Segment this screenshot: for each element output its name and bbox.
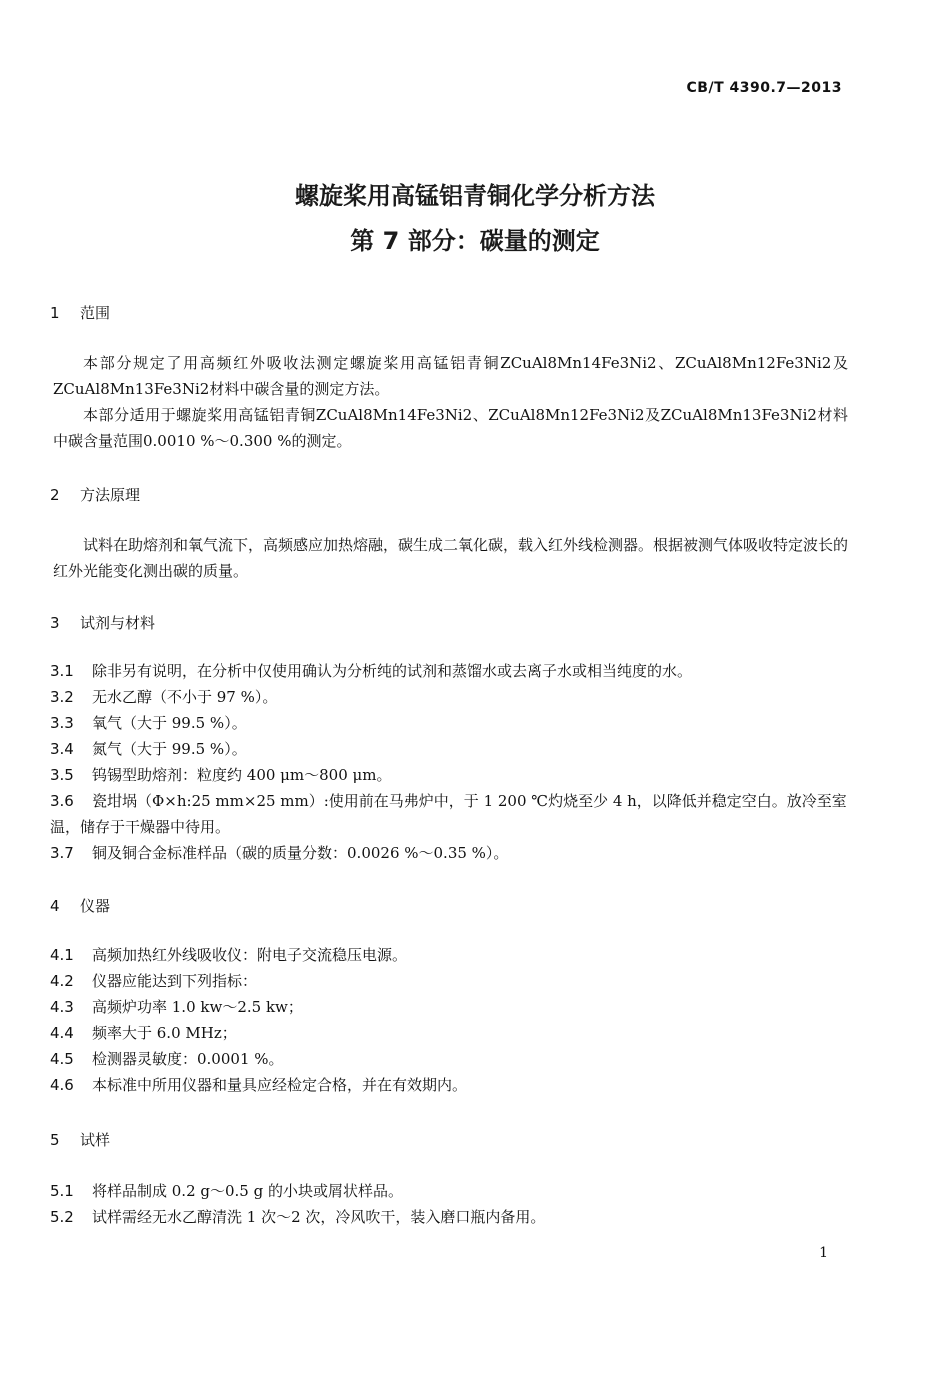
sample-item: 5.1 将样品制成 0.2 g～0.5 g 的小块或屑状样品。 <box>50 1182 403 1200</box>
instrument-item: 4.3 高频炉功率 1.0 kw～2.5 kw； <box>50 998 303 1016</box>
section-title: 仪器 <box>80 897 111 915</box>
instrument-item: 4.5 检测器灵敏度：0.0001 %。 <box>50 1050 284 1068</box>
reagent-item: 3.4 氮气（大于 99.5 %）。 <box>50 740 247 758</box>
section-title: 试剂与材料 <box>80 614 156 632</box>
section-heading-instruments <box>50 895 110 916</box>
standard-code: CB/T 4390.7—2013 <box>686 80 842 96</box>
instrument-item: 4.2 仪器应能达到下列指标： <box>50 972 258 990</box>
section-number: 3 <box>50 614 60 632</box>
section-number: 5 <box>50 1131 60 1149</box>
instrument-item: 4.1 高频加热红外线吸收仪：附电子交流稳压电源。 <box>50 946 408 964</box>
section-heading-scope <box>50 302 110 323</box>
reagent-item: 3.5 钨锡型助熔剂：粒度约 400 μm～800 μm。 <box>50 766 392 784</box>
reagent-item: 3.6 瓷坩埚（Φ×h:25 mm×25 mm）:使用前在马弗炉中，于 1 200 ℃灼烧至少 4 h，以降低并稳定空白。放冷至室温，储存于干燥器中待用。 <box>50 792 847 836</box>
instrument-item: 4.6 本标准中所用仪器和量具应经检定合格，并在有效期内。 <box>50 1076 468 1094</box>
section-heading-samples <box>50 1129 110 1150</box>
section-number: 2 <box>50 486 60 504</box>
instrument-item: 4.4 频率大于 6.0 MHz； <box>50 1024 237 1042</box>
page-number: 1 <box>819 1245 828 1261</box>
sample-item: 5.2 试样需经无水乙醇清洗 1 次～2 次，冷风吹干，装入磨口瓶内备用。 <box>50 1208 546 1226</box>
scope-paragraph-1: 本部分规定了用高频红外吸收法测定螺旋桨用高锰铝青铜ZCuAl8Mn14Fe3Ni2、ZCuAl8Mn12Fe3Ni2及ZCuAl8Mn13Fe3Ni2材料中碳含量的测定方法。 <box>53 354 848 398</box>
document-title-line1: 螺旋桨用高锰铝青铜化学分析方法 <box>295 182 655 210</box>
section-number: 1 <box>50 304 60 322</box>
reagent-item: 3.3 氧气（大于 99.5 %）。 <box>50 714 247 732</box>
section-title: 试样 <box>80 1131 111 1149</box>
section-title: 范围 <box>80 304 111 322</box>
document-title-line2: 第 7 部分：碳量的测定 <box>350 227 600 255</box>
section-heading-principle <box>50 484 140 505</box>
principle-paragraph: 试料在助熔剂和氧气流下，高频感应加热熔融，碳生成二氧化碳，载入红外线检测器。根据被测气体吸收特定波长的红外光能变化测出碳的质量。 <box>53 536 849 580</box>
section-title: 方法原理 <box>80 486 141 504</box>
reagent-item: 3.2 无水乙醇（不小于 97 %）。 <box>50 688 278 706</box>
section-heading-reagents <box>50 612 155 633</box>
reagent-item: 3.1 除非另有说明，在分析中仅使用确认为分析纯的试剂和蒸馏水或去离子水或相当纯度的水。 <box>50 662 693 680</box>
section-number: 4 <box>50 897 60 915</box>
scope-paragraph-2: 本部分适用于螺旋桨用高锰铝青铜ZCuAl8Mn14Fe3Ni2、ZCuAl8Mn12Fe3Ni2及ZCuAl8Mn13Fe3Ni2材料中碳含量范围0.0010 %～0.300 %的测定。 <box>53 406 848 450</box>
reagent-item: 3.7 铜及铜合金标准样品（碳的质量分数：0.0026 %～0.35 %）。 <box>50 844 509 862</box>
